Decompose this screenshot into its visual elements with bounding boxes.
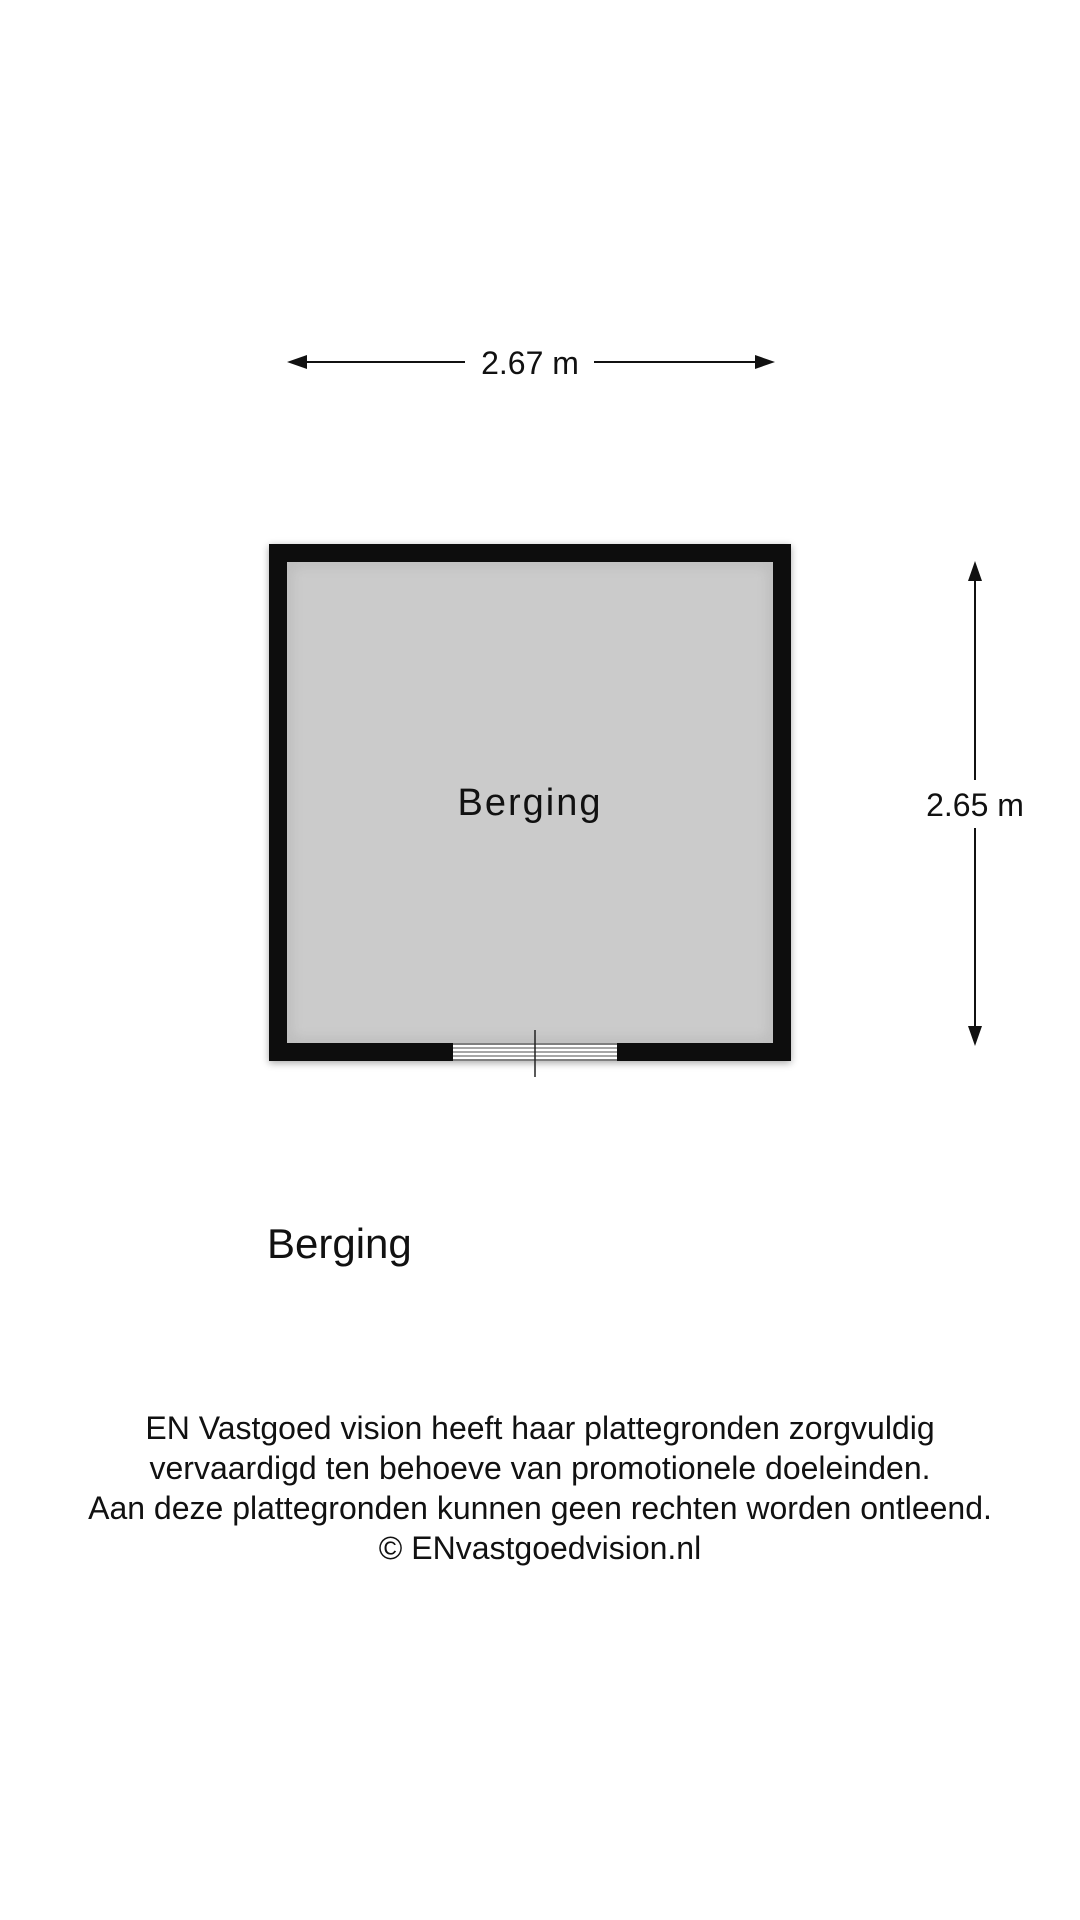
width-dimension [287, 345, 775, 381]
width-arrow-left-icon [287, 355, 307, 369]
width-dimension-label: 2.67 m [481, 345, 579, 381]
floor-title: Berging [267, 1220, 412, 1267]
height-arrow-up-icon [968, 561, 982, 581]
disclaimer-copyright: © ENvastgoedvision.nl [378, 1530, 702, 1566]
disclaimer-line: vervaardigd ten behoeve van promotionele doeleinden. [149, 1450, 931, 1486]
disclaimer-line: EN Vastgoed vision heeft haar plattegronden zorgvuldig [145, 1410, 935, 1446]
width-arrow-right-icon [755, 355, 775, 369]
room-label: Berging [457, 782, 603, 824]
height-dimension [926, 561, 1024, 1046]
disclaimer-line: Aan deze plattegronden kunnen geen rechten worden ontleend. [88, 1490, 992, 1526]
height-arrow-down-icon [968, 1026, 982, 1046]
height-dimension-label: 2.65 m [926, 787, 1024, 823]
disclaimer [0, 1408, 1080, 1568]
